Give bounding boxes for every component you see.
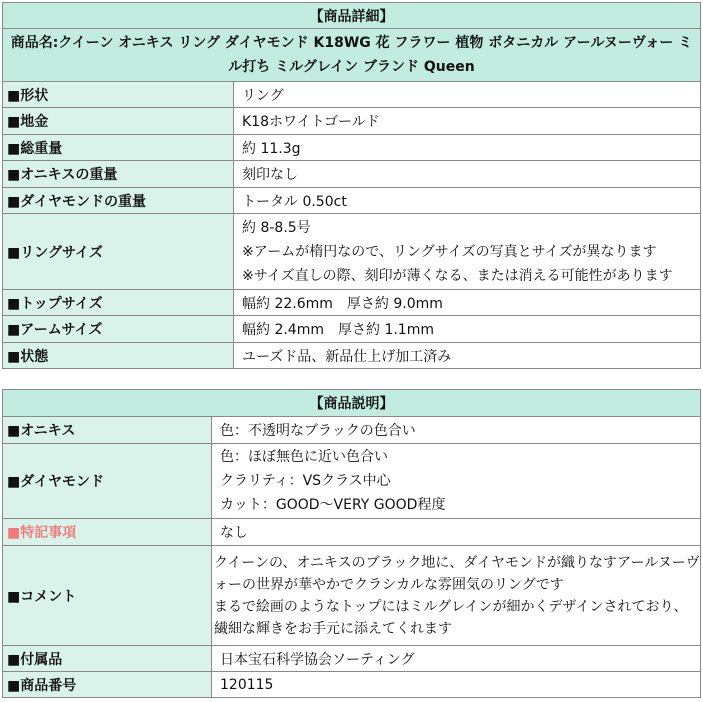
row-label: ■ダイヤモンド: [3, 444, 212, 519]
row-value-line: クラリティ：VSクラス中心: [220, 473, 391, 489]
description-header: 【商品説明】: [3, 390, 701, 417]
product-details-table: [2, 2, 701, 369]
row-value: リング: [242, 87, 284, 104]
row-value: 刻印なし: [242, 167, 298, 183]
detail-row: [3, 343, 701, 369]
row-label: ■商品番号: [3, 672, 212, 698]
description-row: [3, 646, 701, 672]
detail-row: [3, 82, 701, 108]
row-label: ■コメント: [3, 546, 212, 646]
detail-row: [3, 188, 701, 214]
row-value-line: 色：ほぼ無色に近い色合い: [220, 449, 388, 465]
description-row: [3, 444, 701, 519]
row-value: 120115: [220, 676, 274, 693]
row-value: なし: [220, 525, 248, 541]
detail-row: [3, 135, 701, 161]
row-value: ユーズド品、新品仕上げ加工済み: [242, 348, 452, 365]
row-label: ■オニキスの重量: [3, 161, 234, 188]
description-row: [3, 672, 701, 698]
row-label: ■状態: [3, 343, 234, 369]
row-label: ■総重量: [3, 135, 234, 161]
description-row: [3, 417, 701, 444]
detail-row: [3, 214, 701, 290]
product-name: 商品名:クイーン オニキス リング ダイヤモンド K18WG 花 フラワー 植物 ボタニカル アールヌーヴォー ミル打ち ミルグレイン ブランド Queen: [3, 29, 701, 82]
details-header: 【商品詳細】: [3, 3, 701, 29]
row-label: ■形状: [3, 82, 234, 108]
detail-row: [3, 161, 701, 188]
row-value: 幅約 22.6mm 厚さ約 9.0mm: [242, 295, 443, 312]
row-label: ■リングサイズ: [3, 214, 234, 290]
row-value: 日本宝石科学協会ソーティング: [220, 651, 415, 668]
row-value-line: 約 8-8.5号: [242, 219, 311, 236]
description-row: [3, 519, 701, 546]
row-value: 約 11.3g: [242, 140, 301, 157]
product-description-table: [2, 389, 701, 698]
row-value: K18ホワイトゴールド: [242, 114, 380, 130]
row-label: ■ダイヤモンドの重量: [3, 188, 234, 214]
row-label: ■トップサイズ: [3, 290, 234, 316]
detail-row: [3, 290, 701, 316]
comment-paragraph: クイーンの、オニキスのブラック地に、ダイヤモンドが織りなすアールヌーヴォーの世界が華やかでクラシカルな雰囲気のリングです: [214, 554, 700, 593]
row-label: ■付属品: [3, 646, 212, 672]
row-value-line: ※アームが楕円なので、リングサイズの写真とサイズが異なります: [242, 243, 657, 260]
row-value: 色：不透明なブラックの色合い: [220, 423, 416, 439]
row-value-line: カット：GOOD～VERY GOOD程度: [220, 497, 446, 513]
row-label: ■オニキス: [3, 417, 212, 444]
description-row: [3, 546, 701, 646]
row-value-line: ※サイズ直しの際、刻印が薄くなる、または消える可能性があります: [242, 267, 673, 284]
row-label: ■アームサイズ: [3, 316, 234, 343]
detail-row: [3, 316, 701, 343]
row-value: トータル 0.50ct: [242, 193, 347, 210]
comment-paragraph: まるで絵画のようなトップにはミルグレインが細かくデザインされており、繊細な輝きをお手元に添えてくれます: [214, 598, 688, 637]
detail-row: [3, 108, 701, 135]
row-label-special-notes: ■特記事項: [3, 519, 212, 546]
row-label: ■地金: [3, 108, 234, 135]
row-value: 幅約 2.4mm 厚さ約 1.1mm: [242, 322, 434, 338]
